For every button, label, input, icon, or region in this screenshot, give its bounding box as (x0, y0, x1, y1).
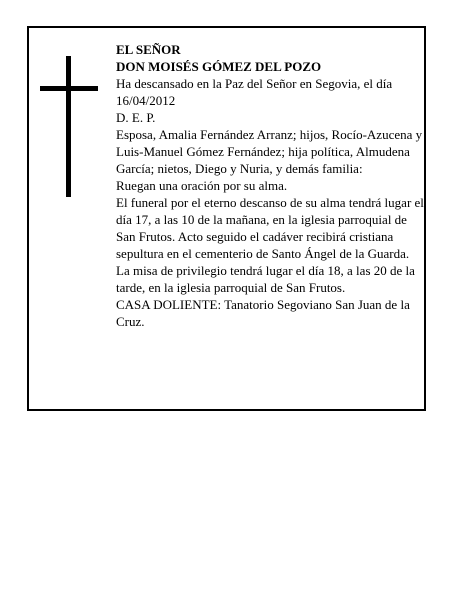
casa-doliente: CASA DOLIENTE: Tanatorio Segoviano San Juan de la Cruz. (116, 297, 410, 329)
obituary-notice (27, 26, 426, 411)
death-announcement: Ha descansado en la Paz del Señor en Segovia, el día 16/04/2012 (116, 76, 393, 108)
dep-line: D. E. P. (116, 110, 156, 125)
cross-horizontal-bar (40, 86, 98, 91)
funeral-details: El funeral por el eterno descanso de su alma tendrá lugar el día 17, a las 10 de la mañana, en la iglesia parroquial de San Frutos. Acto seguido el cadáver recibirá cristiana sepultura en el cementerio de Santo Ángel de la Guarda. La misa de privilegio tendrá lugar el día 18, a las 20 de la tarde, en la iglesia parroquial de San Frutos. (116, 195, 424, 295)
heading-title: EL SEÑOR (116, 42, 181, 57)
notice-text (116, 41, 426, 330)
prayer-request: Ruegan una oración por su alma. (116, 178, 288, 193)
deceased-name: DON MOISÉS GÓMEZ DEL POZO (116, 59, 322, 74)
family-list: Esposa, Amalia Fernández Arranz; hijos, Rocío-Azucena y Luis-Manuel Gómez Fernández; hija política, Almudena García; nietos, Diego y Nuria, y demás familia: (116, 127, 423, 176)
cross-vertical-bar (66, 56, 71, 197)
